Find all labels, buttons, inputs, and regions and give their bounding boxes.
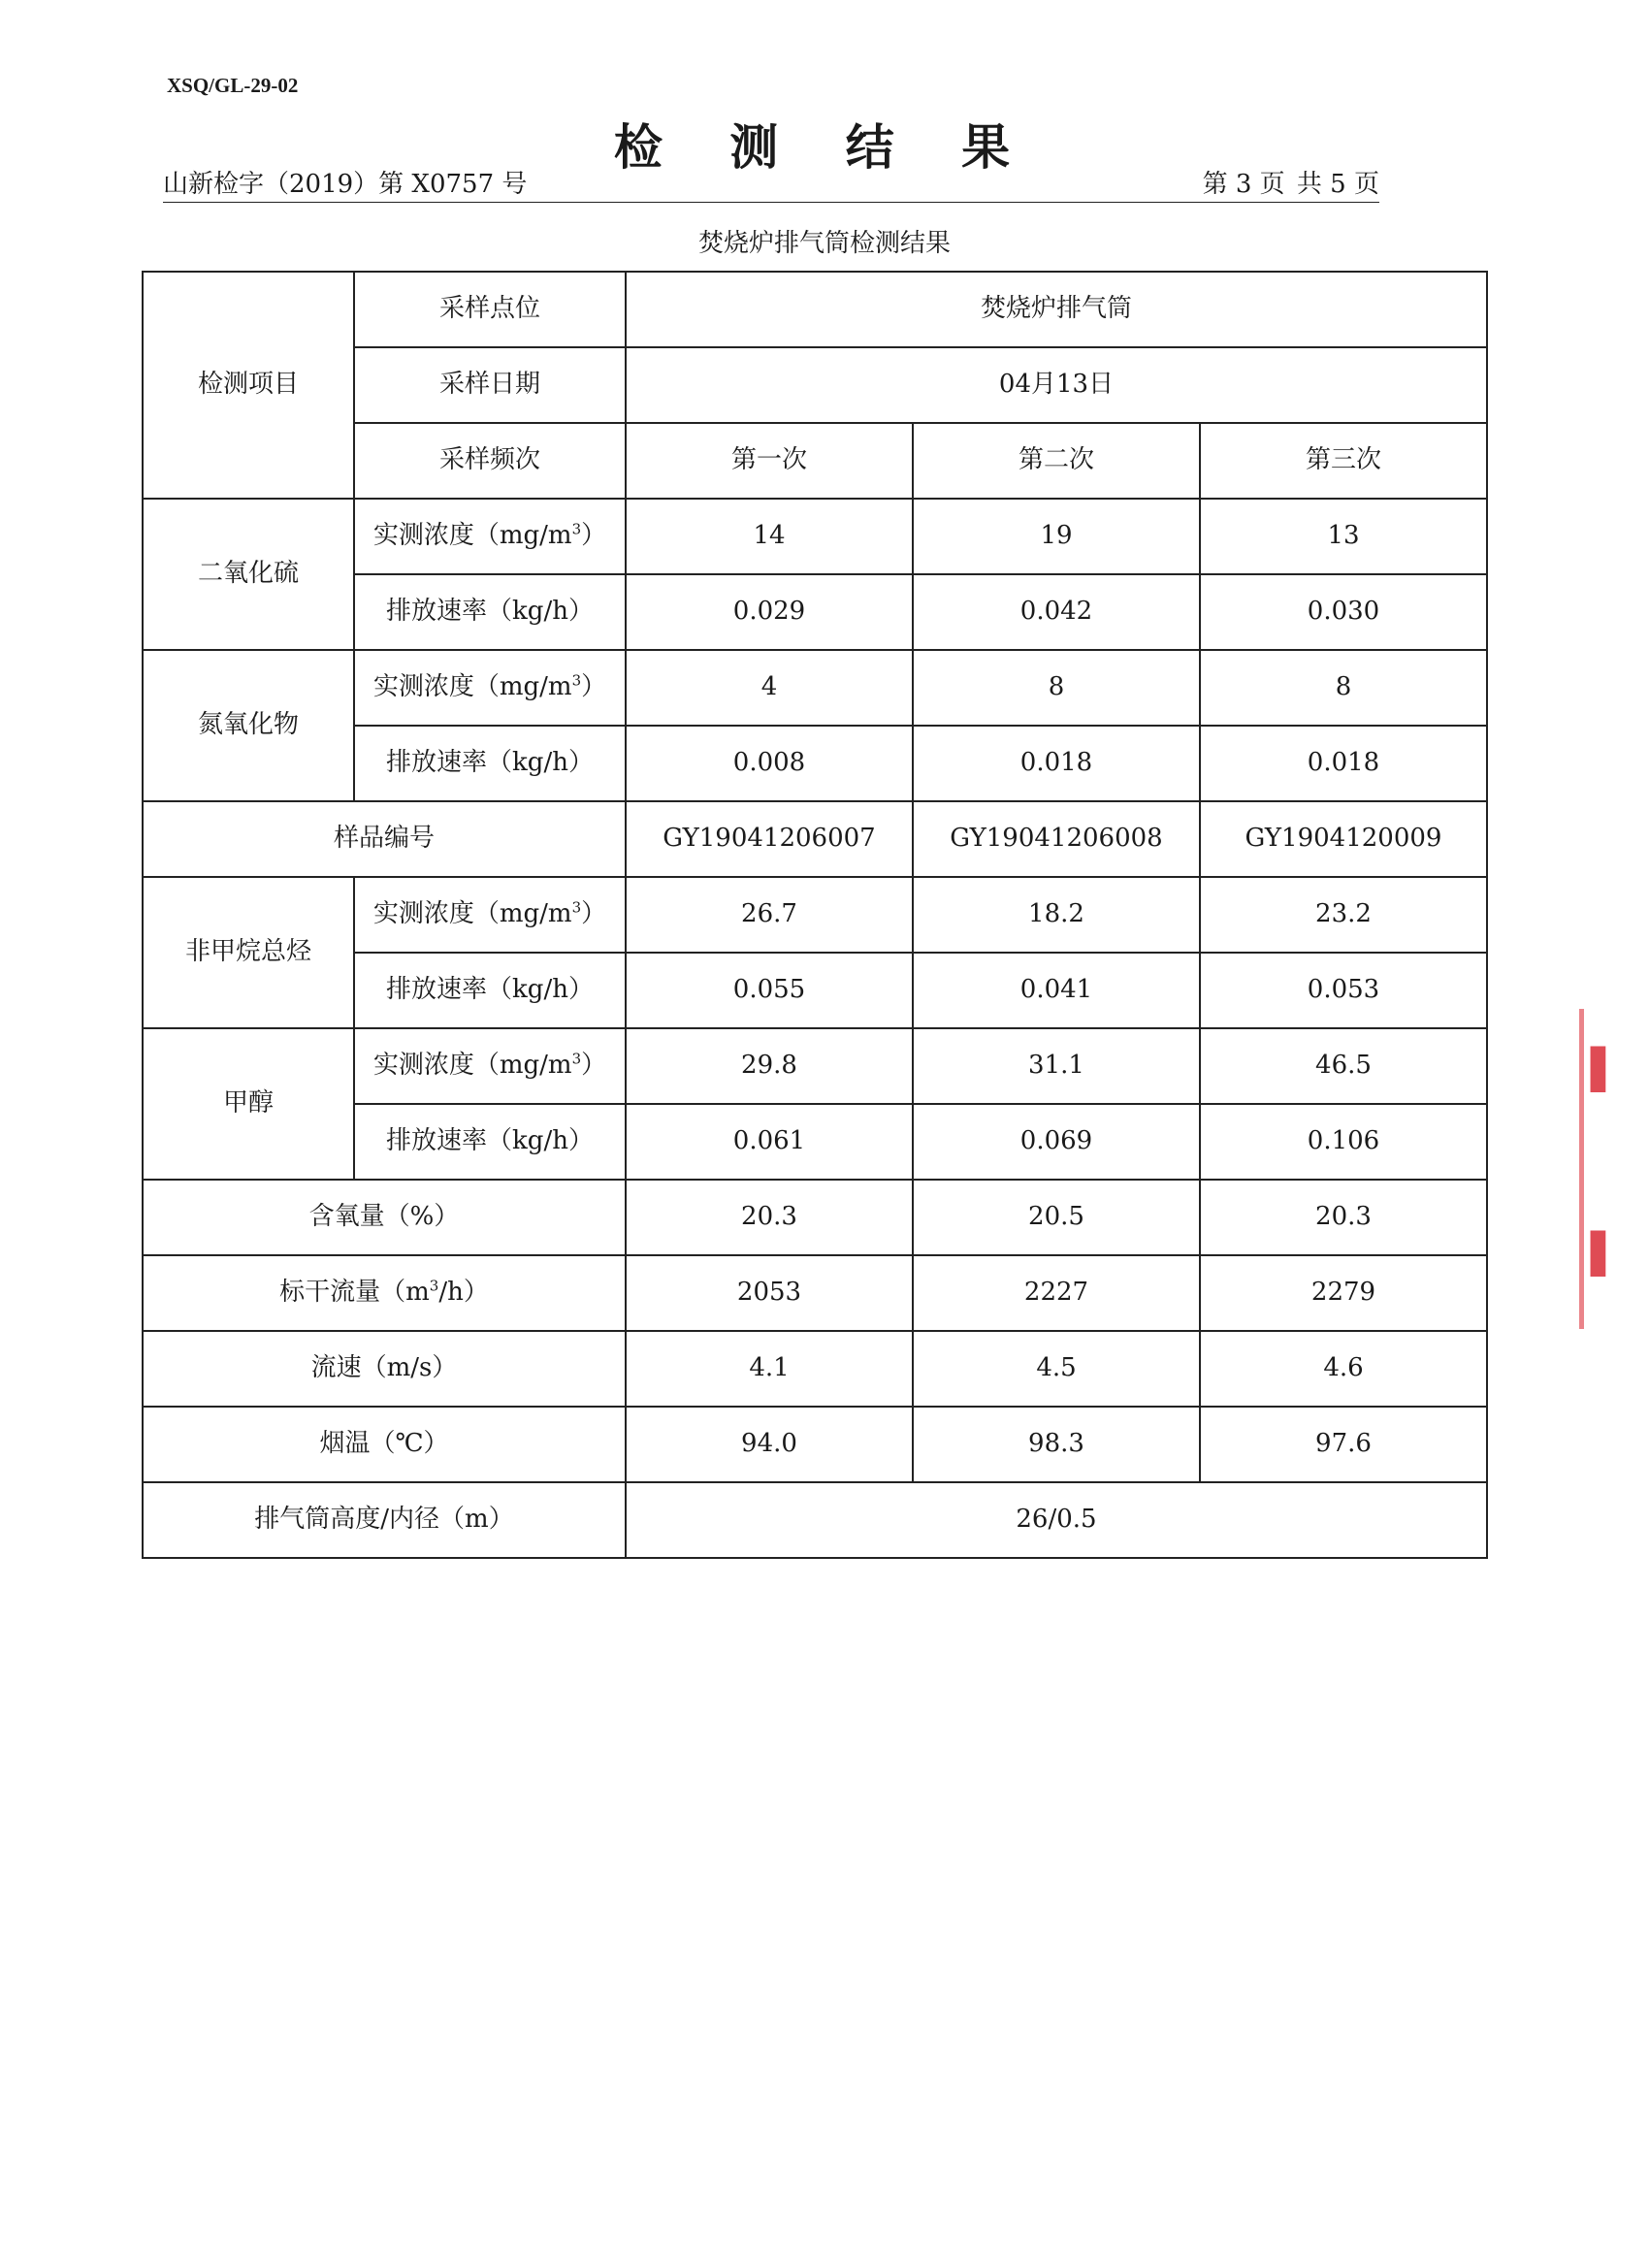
temp-3: 97.6 xyxy=(1200,1407,1487,1482)
temp-label: 烟温（℃） xyxy=(143,1407,626,1482)
nmhc-conc-2: 18.2 xyxy=(913,877,1200,953)
table-row xyxy=(143,1407,1487,1482)
table-row xyxy=(143,1331,1487,1407)
rate-label: 排放速率（kg/h） xyxy=(354,574,626,650)
nmhc-rate-2: 0.041 xyxy=(913,953,1200,1028)
table-row xyxy=(143,650,1487,726)
nmhc-rate-1: 0.055 xyxy=(626,953,913,1028)
methanol-conc-1: 29.8 xyxy=(626,1028,913,1104)
document-title: 检 测 结 果 xyxy=(613,119,1036,176)
conc-label: 实测浓度$(mg/m^3)$ xyxy=(354,650,626,726)
nox-conc-3: 8 xyxy=(1200,650,1487,726)
seal-mark-bottom: ▌ xyxy=(1591,1232,1621,1277)
methanol-rate-1: 0.061 xyxy=(626,1104,913,1180)
nmhc-name: 非甲烷总烃 xyxy=(143,877,354,1028)
point-label: 采样点位 xyxy=(354,272,626,347)
sample-id-3: GY1904120009 xyxy=(1200,801,1487,877)
methanol-rate-2: 0.069 xyxy=(913,1104,1200,1180)
rate-label: 排放速率（kg/h） xyxy=(354,1104,626,1180)
nox-rate-1: 0.008 xyxy=(626,726,913,801)
velocity-2: 4.5 xyxy=(913,1331,1200,1407)
so2-rate-3: 0.030 xyxy=(1200,574,1487,650)
flow-1: 2053 xyxy=(626,1255,913,1331)
conc-label: 实测浓度$(mg/m^3)$ xyxy=(354,499,626,574)
date-value: 04月13日 xyxy=(626,347,1487,423)
flow-label: 标干流量$(m^3/h)$ xyxy=(143,1255,626,1331)
nox-conc-2: 8 xyxy=(913,650,1200,726)
stack-value: 26/0.5 xyxy=(626,1482,1487,1558)
conc-label: 实测浓度$(mg/m^3)$ xyxy=(354,1028,626,1104)
methanol-name: 甲醇 xyxy=(143,1028,354,1180)
item-header: 检测项目 xyxy=(143,272,354,499)
table-row xyxy=(143,877,1487,953)
oxygen-2: 20.5 xyxy=(913,1180,1200,1255)
form-code: XSQ/GL-29-02 xyxy=(167,74,299,97)
table-caption: 焚烧炉排气筒检测结果 xyxy=(697,229,951,258)
nox-conc-1: 4 xyxy=(626,650,913,726)
rate-label: 排放速率（kg/h） xyxy=(354,953,626,1028)
so2-name: 二氧化硫 xyxy=(143,499,354,650)
seal-mark-top: ▌ xyxy=(1591,1048,1621,1092)
freq-label: 采样频次 xyxy=(354,423,626,499)
table-row xyxy=(143,801,1487,877)
oxygen-label: 含氧量（%） xyxy=(143,1180,626,1255)
page-info xyxy=(1199,164,1379,200)
nmhc-conc-3: 23.2 xyxy=(1200,877,1487,953)
nmhc-conc-1: 26.7 xyxy=(626,877,913,953)
report-number: 山新检字（2019）第 X0757 号 xyxy=(163,170,528,199)
sample-id-1: GY19041206007 xyxy=(626,801,913,877)
table-row xyxy=(143,1255,1487,1331)
velocity-3: 4.6 xyxy=(1200,1331,1487,1407)
so2-conc-1: 14 xyxy=(626,499,913,574)
nox-name: 氮氧化物 xyxy=(143,650,354,801)
table-row xyxy=(143,1180,1487,1255)
oxygen-3: 20.3 xyxy=(1200,1180,1487,1255)
oxygen-1: 20.3 xyxy=(626,1180,913,1255)
table-row xyxy=(143,1482,1487,1558)
so2-conc-2: 19 xyxy=(913,499,1200,574)
velocity-1: 4.1 xyxy=(626,1331,913,1407)
rate-label: 排放速率（kg/h） xyxy=(354,726,626,801)
so2-conc-3: 13 xyxy=(1200,499,1487,574)
nox-rate-3: 0.018 xyxy=(1200,726,1487,801)
sample-id-label: 样品编号 xyxy=(143,801,626,877)
conc-label: 实测浓度$(mg/m^3)$ xyxy=(354,877,626,953)
table-row xyxy=(143,499,1487,574)
point-value: 焚烧炉排气筒 xyxy=(626,272,1487,347)
methanol-conc-2: 31.1 xyxy=(913,1028,1200,1104)
page-number: 第 3 页 xyxy=(1202,170,1285,199)
run-3: 第三次 xyxy=(1200,423,1487,499)
temp-1: 94.0 xyxy=(626,1407,913,1482)
velocity-label: 流速（m/s） xyxy=(143,1331,626,1407)
date-label: 采样日期 xyxy=(354,347,626,423)
flow-3: 2279 xyxy=(1200,1255,1487,1331)
temp-2: 98.3 xyxy=(913,1407,1200,1482)
methanol-conc-3: 46.5 xyxy=(1200,1028,1487,1104)
run-1: 第一次 xyxy=(626,423,913,499)
flow-2: 2227 xyxy=(913,1255,1200,1331)
report-header-line xyxy=(163,171,1379,203)
methanol-rate-3: 0.106 xyxy=(1200,1104,1487,1180)
page-total: 共 5 页 xyxy=(1296,170,1379,199)
table-row xyxy=(143,272,1487,347)
run-2: 第二次 xyxy=(913,423,1200,499)
results-table xyxy=(142,271,1488,1559)
stack-label: 排气筒高度/内径（m） xyxy=(143,1482,626,1558)
so2-rate-2: 0.042 xyxy=(913,574,1200,650)
so2-rate-1: 0.029 xyxy=(626,574,913,650)
nmhc-rate-3: 0.053 xyxy=(1200,953,1487,1028)
nox-rate-2: 0.018 xyxy=(913,726,1200,801)
table-row xyxy=(143,1028,1487,1104)
sample-id-2: GY19041206008 xyxy=(913,801,1200,877)
